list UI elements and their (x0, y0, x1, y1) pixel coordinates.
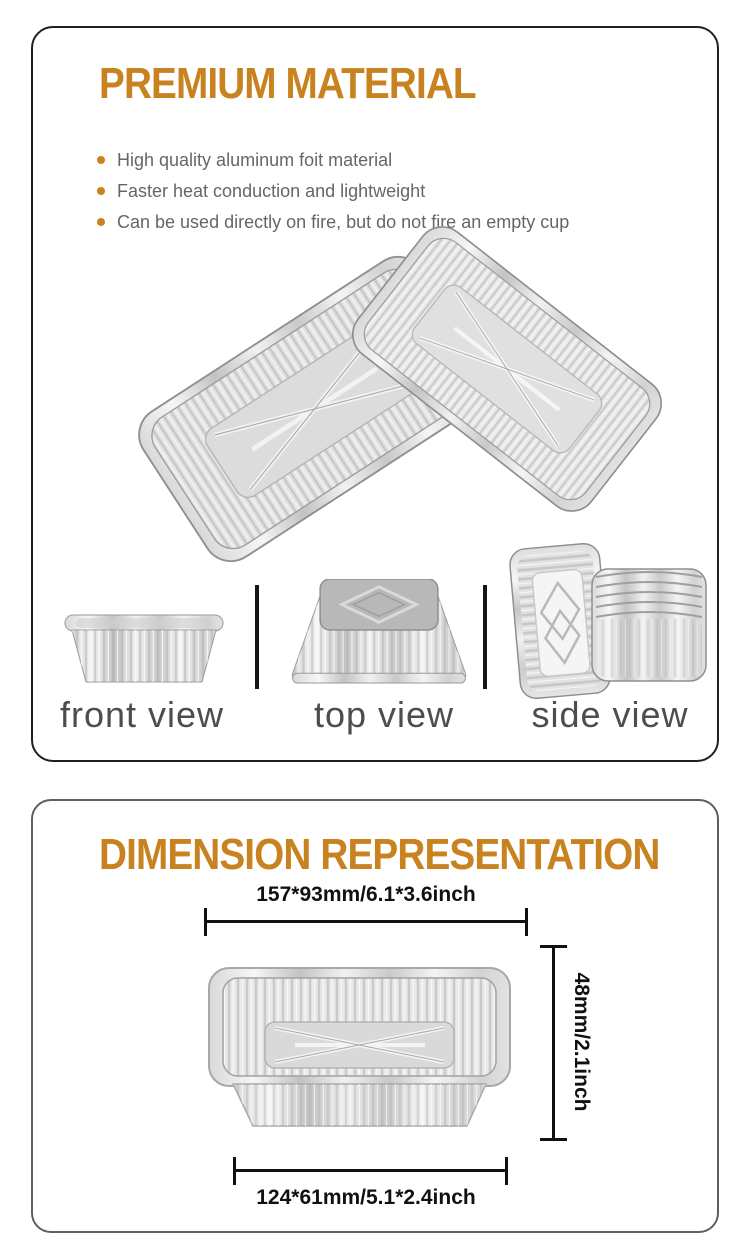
feature-text: High quality aluminum foit material (117, 150, 393, 170)
front-view-label: front view (59, 694, 225, 735)
side-view-label: side view (531, 694, 689, 735)
premium-material-title: PREMIUM MATERIAL (99, 59, 476, 108)
feature-text: Faster heat conduction and lightweight (117, 181, 426, 201)
dimension-tick (525, 908, 528, 936)
feature-item (97, 150, 569, 172)
height-dimension-line (552, 945, 555, 1141)
dimension-tick (540, 945, 567, 948)
dimension-tick (540, 1138, 567, 1141)
front-view-photo (64, 614, 224, 684)
dimension-tick (204, 908, 207, 936)
side-view-stack-photo (590, 555, 708, 685)
dimension-card (31, 799, 719, 1233)
feature-text: Can be used directly on fire, but do not fire an empty cup (117, 212, 570, 232)
bottom-dimension-line (234, 1169, 507, 1172)
base-dimension-label: 124*61mm/5.1*2.4inch (256, 1186, 476, 1209)
hero-product-photo (142, 220, 702, 550)
top-dimension-line (205, 920, 527, 923)
premium-material-card (31, 26, 719, 762)
view-divider (255, 585, 259, 689)
bullet-dot (97, 187, 105, 195)
dimension-tick (505, 1157, 508, 1185)
bullet-dot (97, 218, 105, 226)
dimension-tick (233, 1157, 236, 1185)
top-view-label: top view (313, 694, 455, 735)
dimension-title: DIMENSION REPRESENTATION (99, 830, 660, 879)
dimension-tray-photo (207, 966, 512, 1128)
height-dimension-label: 48mm/2.1inch (570, 972, 593, 1112)
feature-item (97, 181, 569, 203)
top-view-photo (290, 579, 468, 685)
view-divider (483, 585, 487, 689)
outer-dimension-label: 157*93mm/6.1*3.6inch (256, 883, 476, 906)
bullet-dot (97, 156, 105, 164)
